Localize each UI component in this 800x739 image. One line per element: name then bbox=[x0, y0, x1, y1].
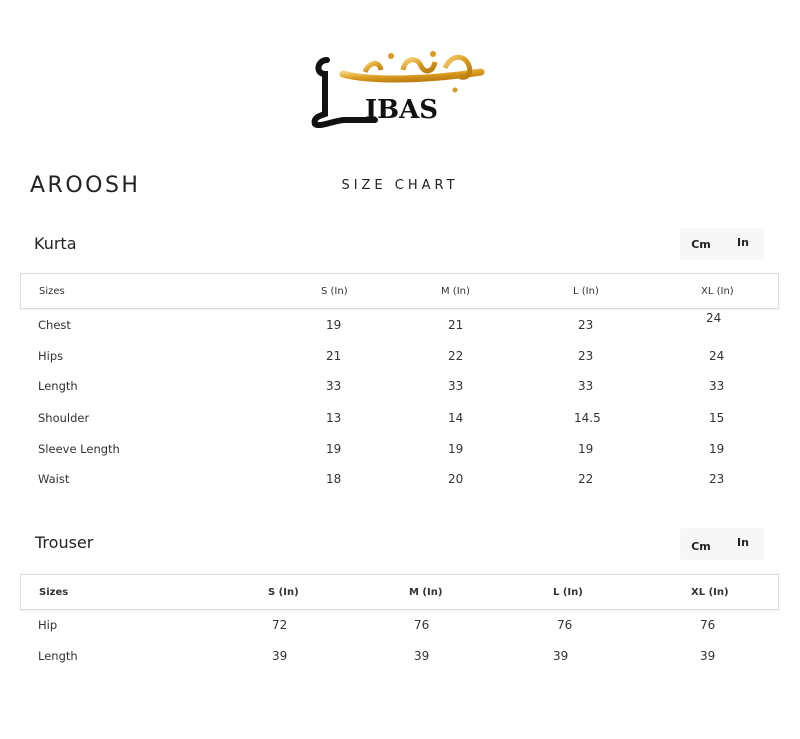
libas-logo bbox=[305, 46, 495, 128]
value-m: 22 bbox=[448, 349, 464, 363]
trouser-table-header bbox=[20, 574, 779, 610]
trouser-header-s: S (In) bbox=[268, 586, 299, 598]
value-s: 72 bbox=[272, 618, 288, 632]
libas-logo-graphic bbox=[305, 46, 495, 128]
row-label: Length bbox=[38, 649, 78, 663]
trouser-section-title: Trouser bbox=[35, 533, 94, 552]
kurta-header-xl: XL (In) bbox=[701, 285, 734, 297]
value-s: 39 bbox=[272, 649, 288, 663]
value-xl: 33 bbox=[709, 379, 725, 393]
value-xl: 76 bbox=[700, 618, 716, 632]
value-m: 21 bbox=[448, 318, 464, 332]
trouser-unit-toggle[interactable] bbox=[680, 528, 764, 560]
value-s: 18 bbox=[326, 472, 342, 486]
trouser-header-sizes: Sizes bbox=[39, 586, 69, 598]
value-m: 39 bbox=[414, 649, 430, 663]
row-label: Shoulder bbox=[38, 411, 90, 425]
kurta-unit-toggle[interactable] bbox=[680, 228, 764, 260]
kurta-header-m: M (In) bbox=[441, 285, 470, 297]
value-s: 19 bbox=[326, 318, 342, 332]
value-xl: 15 bbox=[709, 411, 725, 425]
row-label: Sleeve Length bbox=[38, 442, 120, 456]
kurta-row-length bbox=[20, 376, 777, 396]
value-s: 21 bbox=[326, 349, 342, 363]
row-label: Waist bbox=[38, 472, 70, 486]
value-l: 22 bbox=[578, 472, 594, 486]
kurta-table-header bbox=[20, 273, 779, 309]
kurta-header-l: L (In) bbox=[573, 285, 599, 297]
size-chart-title: SIZE CHART bbox=[341, 178, 459, 193]
value-s: 19 bbox=[326, 442, 342, 456]
value-m: 14 bbox=[448, 411, 464, 425]
value-xl: 24 bbox=[709, 349, 725, 363]
trouser-header-m: M (In) bbox=[409, 586, 443, 598]
value-xl: 24 bbox=[706, 311, 722, 325]
kurta-header-sizes: Sizes bbox=[39, 285, 65, 297]
value-l: 19 bbox=[578, 442, 594, 456]
value-s: 13 bbox=[326, 411, 342, 425]
value-m: 76 bbox=[414, 618, 430, 632]
value-l: 14.5 bbox=[574, 411, 601, 425]
kurta-row-sleeve-length bbox=[20, 439, 777, 459]
value-m: 19 bbox=[448, 442, 464, 456]
trouser-unit-cm[interactable]: Cm bbox=[691, 539, 711, 553]
kurta-unit-in[interactable]: In bbox=[737, 235, 749, 249]
value-s: 33 bbox=[326, 379, 342, 393]
value-l: 76 bbox=[557, 618, 573, 632]
value-xl: 23 bbox=[709, 472, 725, 486]
trouser-header-l: L (In) bbox=[553, 586, 583, 598]
row-label: Hips bbox=[38, 349, 64, 363]
row-label: Hip bbox=[38, 618, 58, 632]
kurta-header-s: S (In) bbox=[321, 285, 348, 297]
value-l: 23 bbox=[578, 349, 594, 363]
trouser-row-hip bbox=[20, 615, 777, 635]
kurta-section-title: Kurta bbox=[34, 234, 77, 253]
value-xl: 19 bbox=[709, 442, 725, 456]
kurta-row-hips bbox=[20, 346, 777, 366]
value-m: 33 bbox=[448, 379, 464, 393]
kurta-unit-cm[interactable]: Cm bbox=[691, 237, 711, 251]
kurta-row-shoulder bbox=[20, 408, 777, 428]
row-label: Length bbox=[38, 379, 78, 393]
value-m: 20 bbox=[448, 472, 464, 486]
kurta-row-waist bbox=[20, 469, 777, 489]
value-l: 33 bbox=[578, 379, 594, 393]
logo-wordmark: IBAS bbox=[365, 95, 439, 125]
trouser-header-xl: XL (In) bbox=[691, 586, 729, 598]
value-l: 39 bbox=[553, 649, 569, 663]
row-label: Chest bbox=[38, 318, 71, 332]
value-xl: 39 bbox=[700, 649, 716, 663]
value-l: 23 bbox=[578, 318, 594, 332]
kurta-row-chest bbox=[20, 311, 777, 335]
trouser-unit-in[interactable]: In bbox=[737, 535, 749, 549]
product-name: AROOSH bbox=[30, 173, 141, 198]
trouser-row-length bbox=[20, 646, 777, 666]
